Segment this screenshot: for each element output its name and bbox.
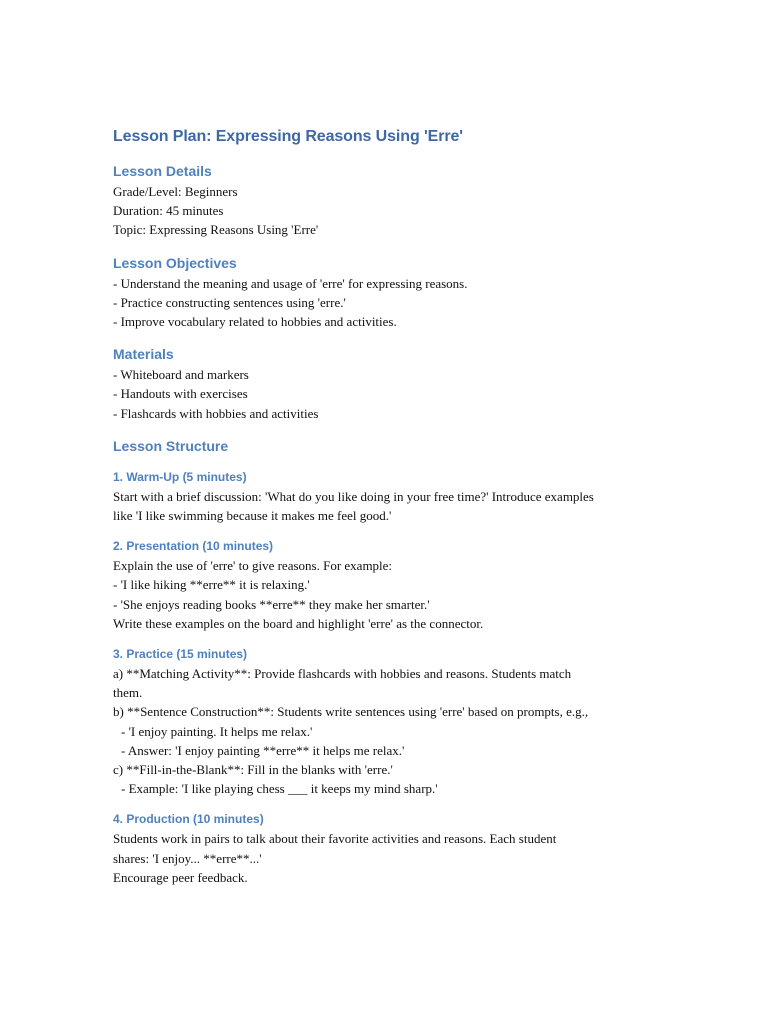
material-item: - Whiteboard and markers [113, 367, 249, 383]
production-text: Students work in pairs to talk about their favorite activities and reasons. Each student [113, 831, 557, 847]
objective-item: - Improve vocabulary related to hobbies and activities. [113, 314, 397, 330]
subheading-production: 4. Production (10 minutes) [113, 812, 264, 827]
presentation-example: - 'I like hiking **erre** it is relaxing.' [113, 577, 310, 593]
detail-duration: Duration: 45 minutes [113, 203, 224, 219]
section-heading-lesson-details: Lesson Details [113, 163, 212, 179]
practice-example: - Example: 'I like playing chess ___ it keeps my mind sharp.' [121, 781, 438, 797]
detail-grade-level: Grade/Level: Beginners [113, 184, 238, 199]
warm-up-text: like 'I like swimming because it makes me feel good.' [113, 508, 392, 524]
detail-topic: Topic: Expressing Reasons Using 'Erre' [113, 222, 319, 238]
objective-item: - Practice constructing sentences using 'erre.' [113, 294, 346, 310]
presentation-text: Explain the use of 'erre' to give reasons. For example: [113, 558, 393, 574]
production-text: shares: 'I enjoy... **erre**...' [113, 850, 262, 866]
material-item: - Handouts with exercises [113, 386, 248, 402]
subheading-practice: 3. Practice (15 minutes) [113, 647, 248, 662]
practice-prompt: - 'I enjoy painting. It helps me relax.' [121, 723, 313, 739]
practice-item-b: b) **Sentence Construction**: Students write sentences using 'erre' based on prompts, e.g., [113, 704, 589, 720]
warm-up-text: Start with a brief discussion: 'What do you like doing in your free time?' Introduce examples [113, 488, 594, 504]
practice-item-c: c) **Fill-in-the-Blank**: Fill in the blanks with 'erre.' [113, 762, 393, 778]
subheading-warm-up: 1. Warm-Up (5 minutes) [113, 469, 247, 484]
section-heading-lesson-objectives: Lesson Objectives [113, 254, 237, 271]
section-heading-materials: Materials [113, 346, 174, 363]
document-title: Lesson Plan: Expressing Reasons Using 'Erre' [113, 128, 463, 145]
practice-item-a-cont: them. [113, 685, 143, 701]
material-item: - Flashcards with hobbies and activities [113, 405, 319, 421]
document-page [113, 120, 673, 887]
practice-item-a: a) **Matching Activity**: Provide flashcards with hobbies and reasons. Students match [113, 666, 572, 682]
objective-item: - Understand the meaning and usage of 'erre' for expressing reasons. [113, 275, 468, 291]
practice-answer: - Answer: 'I enjoy painting **erre** it helps me relax.' [121, 742, 405, 758]
presentation-text: Write these examples on the board and highlight 'erre' as the connector. [113, 615, 484, 631]
production-text: Encourage peer feedback. [113, 869, 248, 885]
section-heading-lesson-structure: Lesson Structure [113, 437, 229, 454]
presentation-example: - 'She enjoys reading books **erre** they make her smarter.' [113, 596, 430, 612]
subheading-presentation: 2. Presentation (10 minutes) [113, 539, 274, 554]
